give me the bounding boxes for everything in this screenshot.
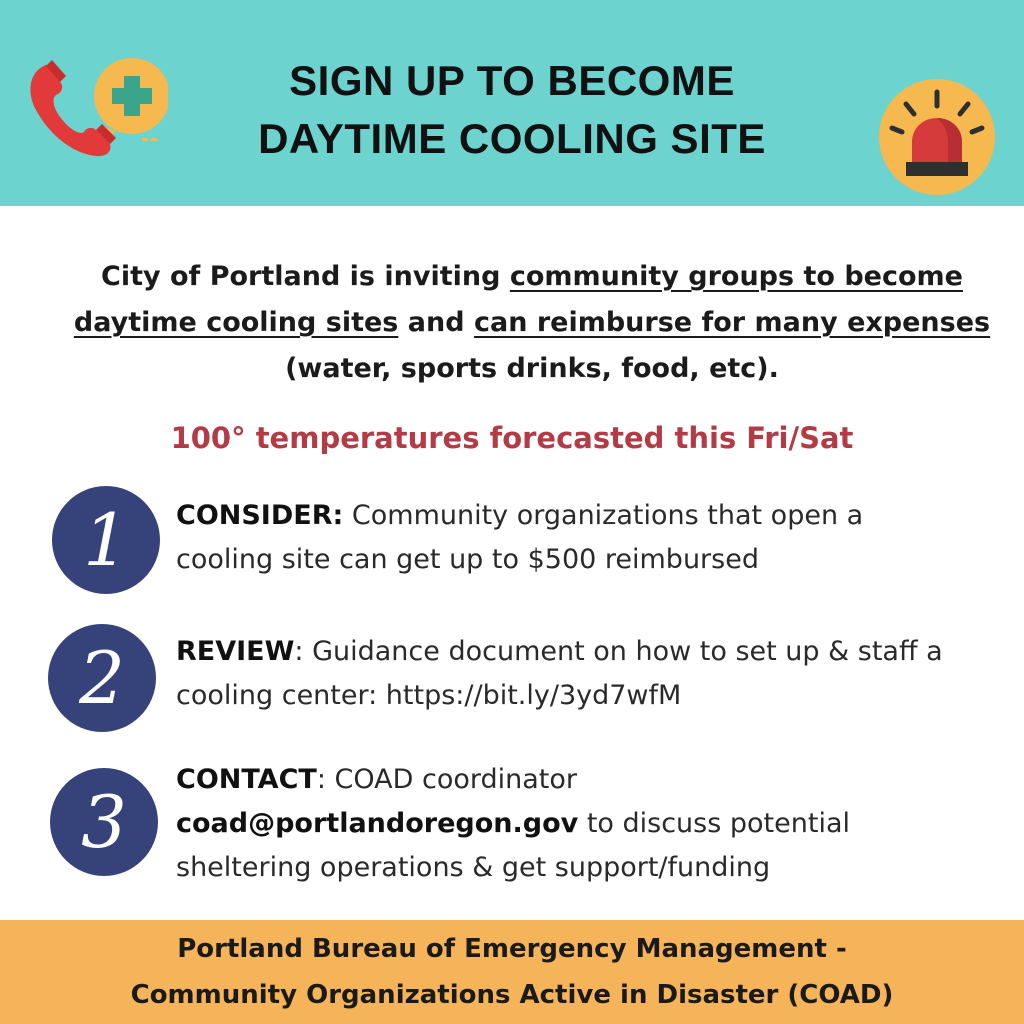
step-label: CONTACT [176,764,317,795]
title-line-2: DAYTIME COOLING SITE [258,115,766,162]
step-label: CONSIDER: [176,500,344,531]
footer-banner [0,920,1024,1024]
intro-text-2: and [398,307,474,338]
step-description-2: to discuss potential sheltering operations & get support/funding [176,808,850,883]
forecast-alert: 100° temperatures forecasted this Fri/Sat [170,421,854,455]
title-line-1: SIGN UP TO BECOME [289,57,735,104]
emergency-siren-icon [878,78,996,196]
step-label: REVIEW [176,636,295,667]
footer-line-1: Portland Bureau of Emergency Management - [177,934,847,964]
page-title [180,52,844,168]
step-number-badge: 2 [48,624,156,732]
step-text [176,494,966,582]
step-text [176,630,966,718]
intro-paragraph [60,254,1004,392]
step-number-badge: 1 [52,486,160,594]
header-banner [0,0,1024,206]
intro-text-3: (water, sports drinks, food, etc). [285,353,779,384]
intro-text-1: City of Portland is inviting [101,261,510,292]
footer-line-2: Community Organizations Active in Disaster (COAD) [130,980,894,1010]
step-number-badge: 3 [50,768,158,876]
step-description: : Guidance document on how to set up & staff a cooling center: https://bit.ly/3yd7wfM [176,636,943,711]
contact-email: coad@portlandoregon.gov [176,808,579,839]
step-description: : COAD coordinator [316,764,577,795]
phone-medical-chat-icon [24,52,168,162]
intro-underlined-community-groups: community groups to become daytime cooling sites [73,261,963,338]
step-text [176,758,966,890]
intro-underlined-reimburse: can reimburse for many expenses [473,307,991,338]
step-description: Community organizations that open a cooling site can get up to $500 reimbursed [176,500,864,575]
